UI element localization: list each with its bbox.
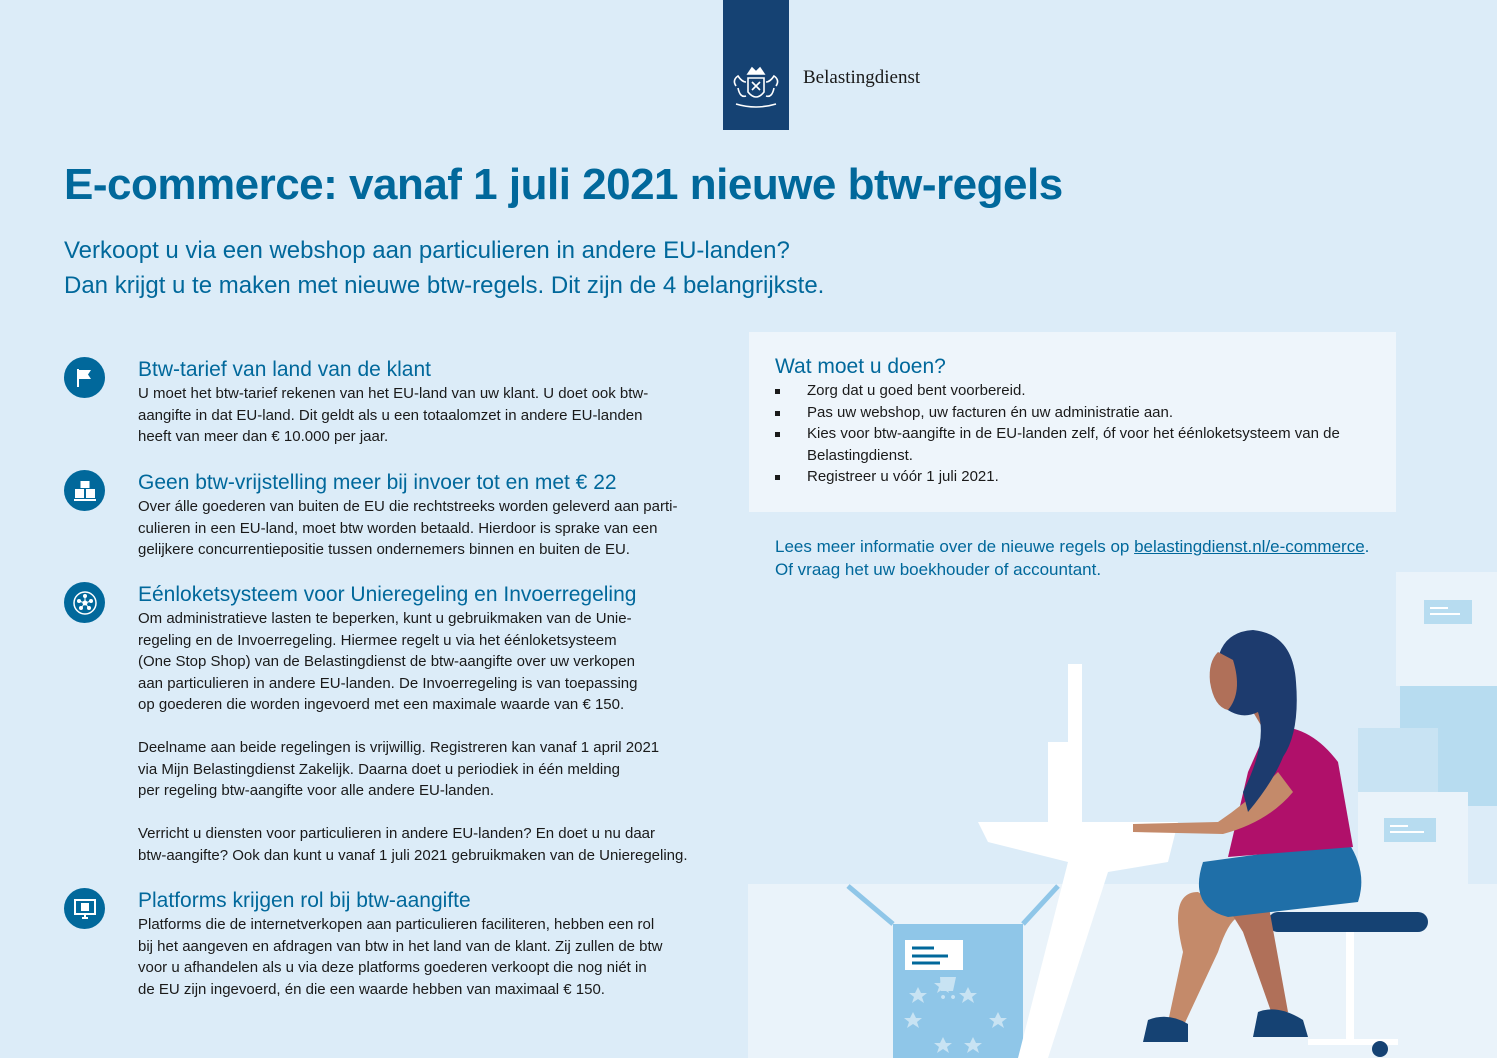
more-info-prefix: Lees meer informatie over de nieuwe regels op bbox=[775, 537, 1135, 556]
section-text: Om administratieve lasten te beperken, kunt u gebruikmaken van de Unie- regeling en de Invoerregeling. Hiermee regelt u via het éénloketsysteem (One Stop Shop) van de Belastingdienst de btw-aangifte over uw verkopen aan particulieren in andere EU-landen. De Invoerregeling is van toepassing op goederen die worden ingevoerd met een maximale waarde van € 150. Deelname aan beide regelingen is vrijwillig. Registreren kan vanaf 1 april 2021 via Mijn Belastingdienst Zakelijk. Daarna doet u periodiek in één melding per regeling btw-aangifte voor alle andere EU-landen. Verricht u diensten voor particulieren in andere EU-landen? En doet u nu daar btw-aangifte? Ook dan kunt u vanaf 1 juli 2021 gebruikmaken van de Unieregeling. bbox=[138, 610, 688, 864]
boxes-icon bbox=[64, 470, 105, 511]
section-title: Btw-tarief van land van de klant bbox=[138, 358, 431, 381]
list-item: Pas uw webshop, uw facturen én uw administratie aan. bbox=[775, 402, 1370, 424]
section-text: Over álle goederen van buiten de EU die rechtstreeks worden geleverd aan parti- culieren in een EU-land, moet btw worden betaald. Hierdoor is sprake van een gelijkere concurrentiepositie tussen ondernemers binnen en buiten de EU. bbox=[138, 498, 678, 558]
section-invoer bbox=[64, 470, 704, 561]
list-item: Registreer u vóór 1 juli 2021. bbox=[775, 466, 1370, 488]
list-item: Zorg dat u goed bent voorbereid. bbox=[775, 380, 1370, 402]
section-title: Eénloketsysteem voor Unieregeling en Invoerregeling bbox=[138, 583, 637, 606]
more-info-suffix: . bbox=[1364, 537, 1370, 556]
todo-list bbox=[775, 380, 1370, 488]
section-platforms bbox=[64, 888, 704, 1000]
list-item: Kies voor btw-aangifte in de EU-landen zelf, óf voor het éénloketsysteem van de Belastingdienst. bbox=[775, 423, 1370, 466]
crest-icon bbox=[728, 60, 784, 116]
page-title: E-commerce: vanaf 1 juli 2021 nieuwe btw-regels bbox=[64, 160, 1063, 209]
subtitle-line-1: Verkoopt u via een webshop aan particulieren in andere EU-landen? bbox=[64, 237, 790, 264]
more-info-line-2: Of vraag het uw boekhouder of accountant. bbox=[775, 560, 1102, 579]
section-btw-tarief bbox=[64, 357, 704, 448]
subtitle-line-2: Dan krijgt u te maken met nieuwe btw-regels. Dit zijn de 4 belangrijkste. bbox=[64, 272, 825, 299]
section-text: Platforms die de internetverkopen aan particulieren faciliteren, hebben een rol bij het aangeven en afdragen van btw in het land van de klant. Zij zullen de btw voor u afhandelen als u via deze platforms goederen verkoopt die nog niét in de EU zijn ingevoerd, én die een waarde hebben van maximaal € 150. bbox=[138, 916, 663, 998]
flag-icon bbox=[64, 357, 105, 398]
todo-box bbox=[749, 332, 1396, 512]
brand-name: Belastingdienst bbox=[803, 67, 921, 88]
monitor-icon bbox=[64, 888, 105, 929]
woman-at-desk-illustration bbox=[748, 572, 1497, 1058]
e-commerce-link[interactable]: belastingdienst.nl/e-commerce bbox=[1134, 537, 1365, 556]
section-title: Geen btw-vrijstelling meer bij invoer tot en met € 22 bbox=[138, 471, 617, 494]
section-text: U moet het btw-tarief rekenen van het EU-land van uw klant. U doet ook btw- aangifte in dat EU-land. Dit geldt als u een totaalomzet in andere EU-landen heeft van meer dan € 10.000 per jaar. bbox=[138, 385, 649, 445]
network-icon bbox=[64, 582, 105, 623]
todo-title: Wat moet u doen? bbox=[775, 355, 946, 378]
section-eenloket bbox=[64, 582, 704, 866]
section-title: Platforms krijgen rol bij btw-aangifte bbox=[138, 889, 471, 912]
page-subtitle bbox=[64, 233, 964, 303]
